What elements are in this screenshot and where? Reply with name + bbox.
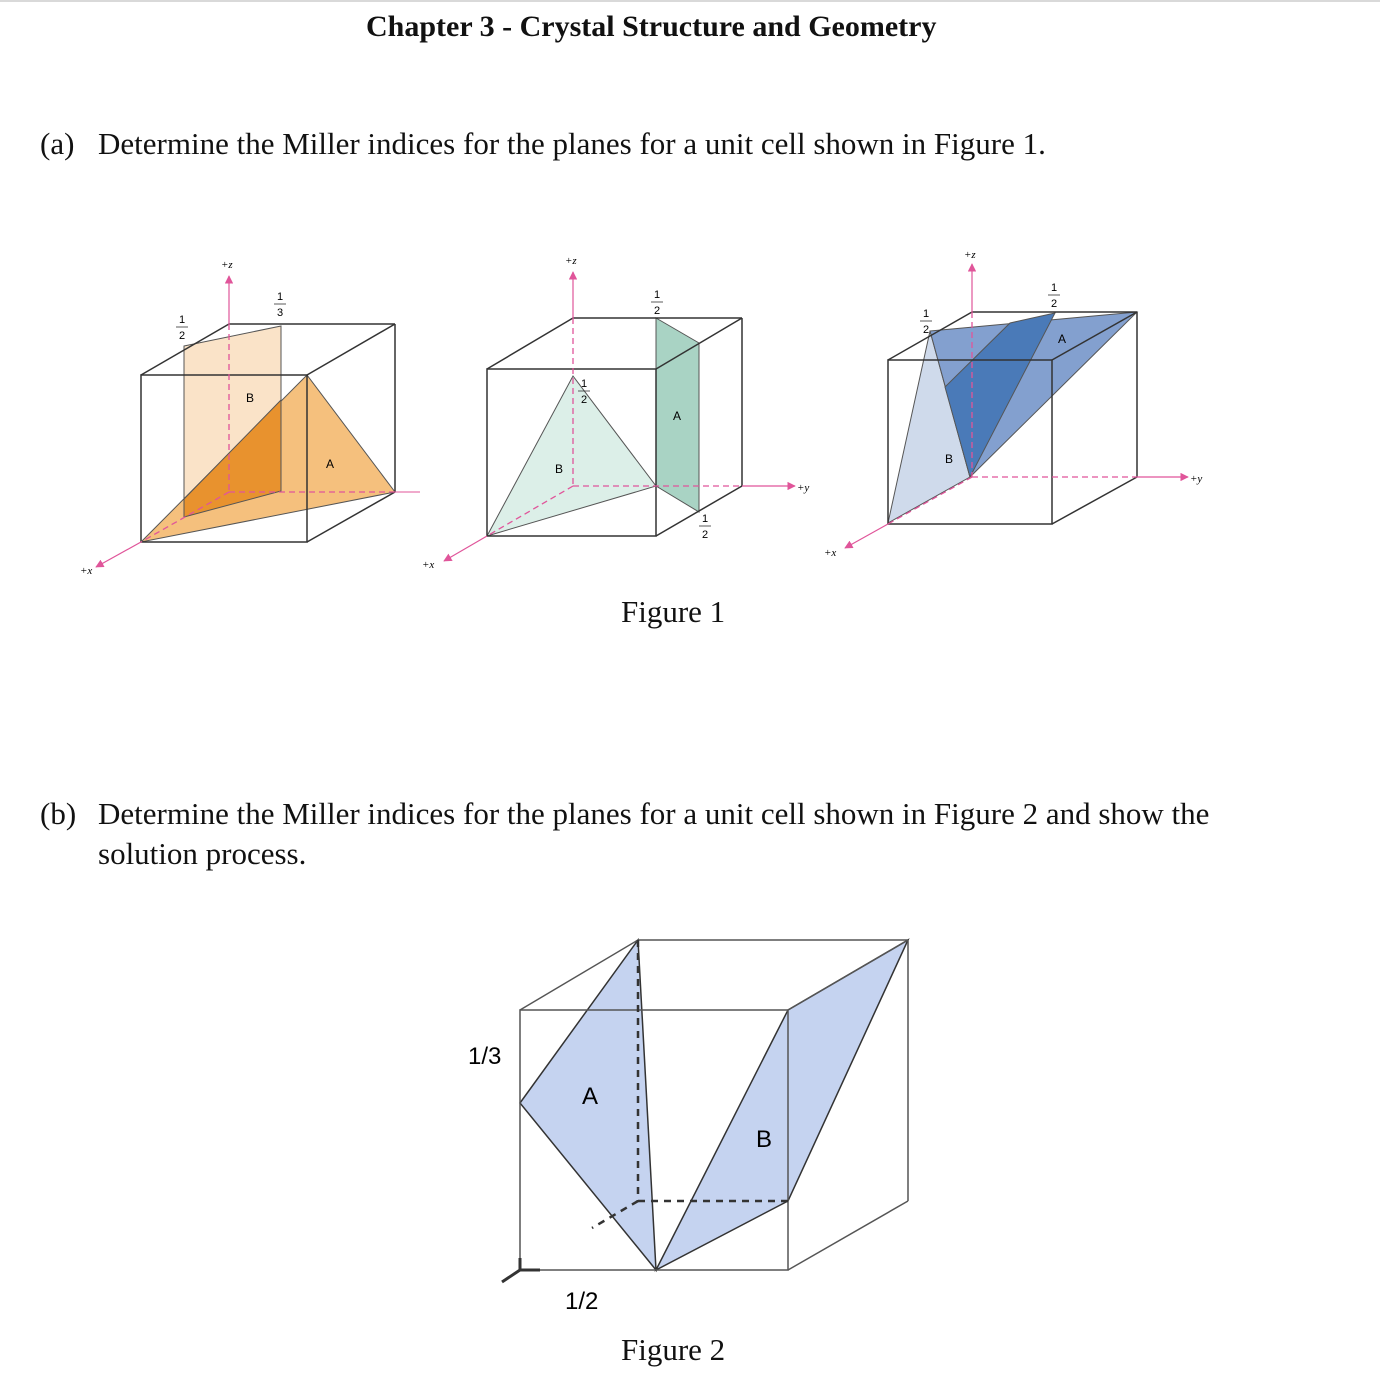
cube2-axis-y: +y [797, 482, 810, 494]
cube1-label-b: B [246, 391, 255, 405]
cube2-frac-top-den: 2 [654, 305, 661, 317]
cube3-frac-right-den: 2 [1051, 298, 1058, 310]
fig2-label-a: A [582, 1083, 599, 1110]
chapter-title: Chapter 3 - Crystal Structure and Geometry [366, 10, 937, 43]
cube3-frac-right-num: 1 [1051, 282, 1058, 294]
fig2-plane-b [656, 940, 908, 1270]
cube1-frac-b-den: 3 [277, 307, 284, 319]
cube2-frac-top-num: 1 [654, 289, 661, 301]
cube2-frac-mid-num: 1 [581, 378, 588, 390]
fig2-label-third: 1/3 [468, 1043, 502, 1070]
cube3-label-a: A [1058, 332, 1067, 346]
cube3-axis-x: +x [824, 547, 837, 559]
top-rule [0, 0, 1380, 2]
cube1-frac-a-num: 1 [179, 314, 186, 326]
cube2-axis-x: +x [422, 559, 435, 571]
fig1-cube3 [824, 249, 1202, 559]
cube3-frac-left-num: 1 [923, 308, 930, 320]
cube2-plane-b [487, 376, 656, 536]
cube2-frac-bot-den: 2 [702, 529, 709, 541]
cube1-label-a: A [326, 457, 335, 471]
question-b [40, 794, 1360, 874]
fig1-cube1 [80, 259, 420, 577]
figure-2-caption: Figure 2 [621, 1332, 726, 1367]
question-a [40, 124, 1340, 164]
cube3-axis-z: +z [964, 249, 976, 261]
figure-1-caption: Figure 1 [621, 594, 726, 629]
cube3-frac-left-den: 2 [923, 324, 930, 336]
cube2-label-b: B [555, 462, 564, 476]
question-a-text: Determine the Miller indices for the planes for a unit cell shown in Figure 1. [98, 126, 1046, 161]
question-b-label: (b) [40, 796, 77, 831]
cube1-frac-b-num: 1 [277, 291, 284, 303]
cube1-axis-z: +z [221, 259, 233, 271]
cube1-frac-a-den: 2 [179, 330, 186, 342]
cube3-label-b: B [945, 452, 954, 466]
cube1-axis-x: +x [80, 565, 93, 577]
fig2-label-b: B [756, 1126, 773, 1153]
question-b-text-line1: Determine the Miller indices for the planes for a unit cell shown in Figure 2 and show the [98, 796, 1210, 831]
fig2-label-half: 1/2 [565, 1288, 599, 1315]
question-a-label: (a) [40, 126, 75, 161]
cube2-label-a: A [673, 409, 682, 423]
fig1-cube2 [422, 255, 809, 571]
figure-2 [440, 930, 960, 1330]
question-b-text-line2: solution process. [98, 836, 307, 871]
cube2-frac-mid-den: 2 [581, 394, 588, 406]
figure-1 [0, 230, 1380, 600]
cube2-axis-z: +z [565, 255, 577, 267]
cube2-frac-bot-num: 1 [702, 513, 709, 525]
cube3-axis-y: +y [1190, 473, 1203, 485]
